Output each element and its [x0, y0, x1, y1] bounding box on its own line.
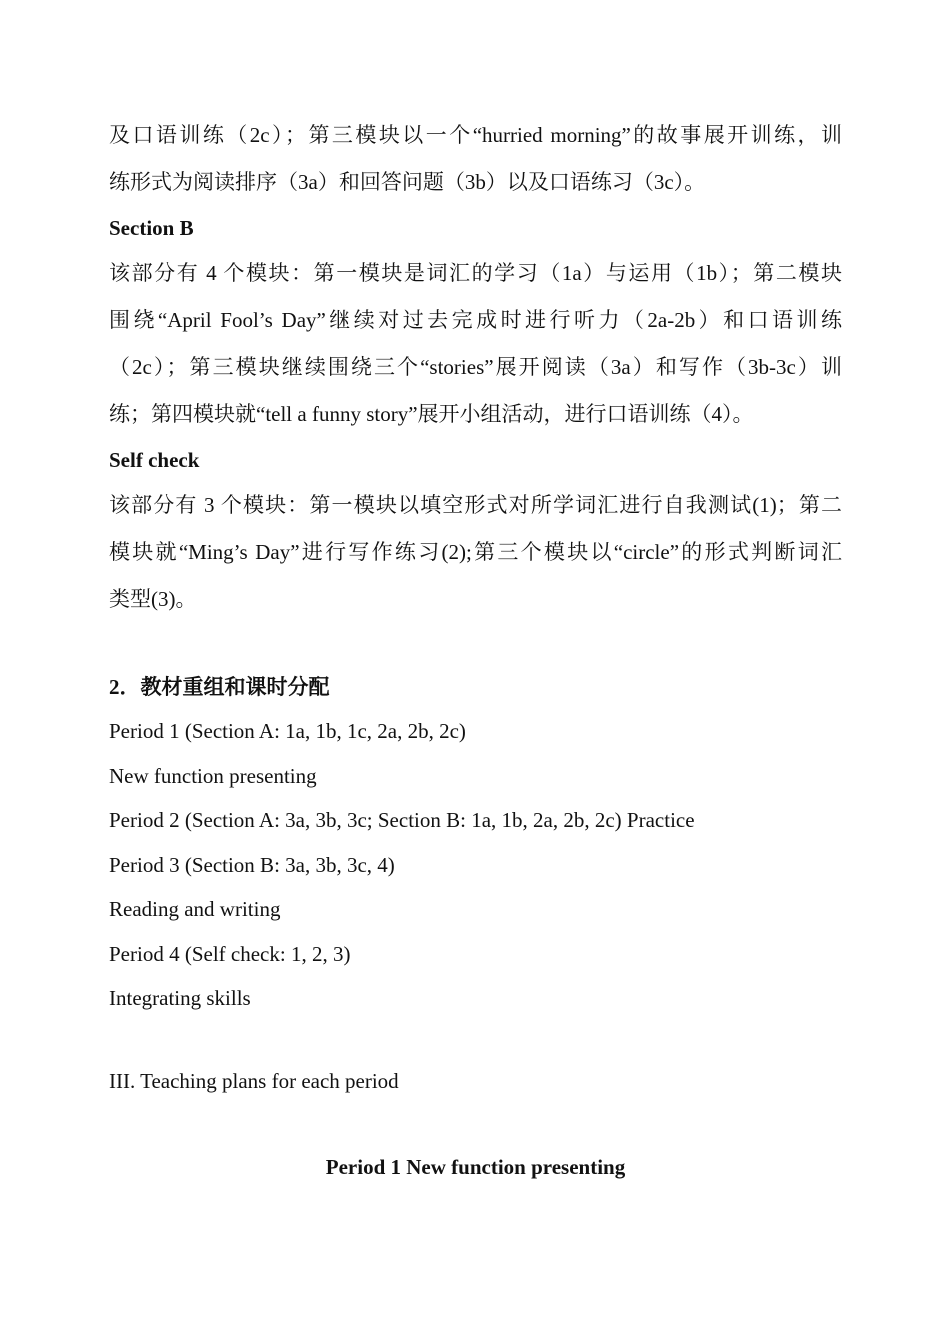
- period-1-description: New function presenting: [109, 763, 317, 788]
- section-b-line-4: 练；第四模块就“tell a funny story”展开小组活动，进行口语训练（4）。: [109, 402, 754, 426]
- period-1-title: Period 1 New function presenting: [325, 1155, 626, 1179]
- blank-line: [109, 1021, 842, 1059]
- self-check-line-1: 该部分有 3 个模块：第一模块以填空形式对所学词汇进行自我测试(1)；第二: [109, 493, 842, 517]
- period-1-line: Period 1 (Section A: 1a, 1b, 1c, 2a, 2b, 2c): [109, 719, 466, 743]
- intro-paragraph-line-2: 练形式为阅读排序（3a）和回答问题（3b）以及口语练习（3c）。: [109, 170, 706, 194]
- blank-line: [109, 1103, 842, 1145]
- period-2-line: Period 2 (Section A: 3a, 3b, 3c; Section B: 1a, 1b, 2a, 2b, 2c) Practice: [109, 808, 695, 832]
- period-3-line: Period 3 (Section B: 3a, 3b, 3c, 4): [109, 852, 395, 877]
- self-check-line-2: 模块就“Ming’s Day”进行写作练习(2);第三个模块以“circle”的形式判断词汇: [109, 540, 842, 564]
- section-2-heading: 2．教材重组和课时分配: [109, 675, 330, 699]
- section-b-line-3: （2c）；第三模块继续围绕三个“stories”展开阅读（3a）和写作（3b-3c）训: [109, 355, 842, 379]
- section-b-heading: Section B: [109, 216, 194, 240]
- self-check-heading: Self check: [109, 448, 200, 472]
- period-4-line: Period 4 (Self check: 1, 2, 3): [109, 941, 351, 966]
- period-4-description: Integrating skills: [109, 986, 251, 1010]
- section-b-line-1: 该部分有 4 个模块：第一模块是词汇的学习（1a）与运用（1b）；第二模块: [109, 261, 842, 285]
- section-3-heading: III. Teaching plans for each period: [109, 1068, 399, 1093]
- period-3-description: Reading and writing: [109, 897, 281, 921]
- intro-paragraph-line-1: 及口语训练（2c）；第三模块以一个“hurried morning”的故事展开训练，训: [109, 123, 842, 147]
- blank-line: [109, 623, 842, 665]
- self-check-line-3: 类型(3)。: [109, 587, 197, 611]
- section-b-line-2: 围绕“April Fool’s Day”继续对过去完成时进行听力（2a-2b）和口语训练: [109, 308, 842, 332]
